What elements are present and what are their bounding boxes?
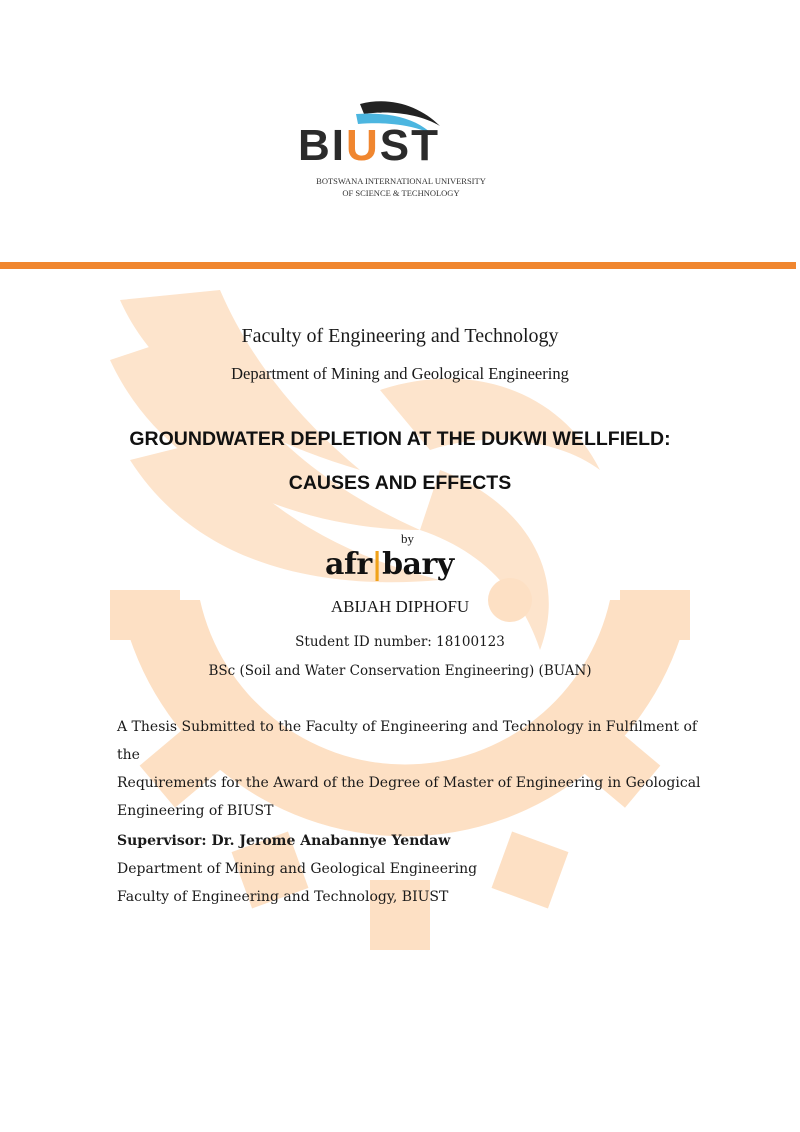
- faculty-heading: Faculty of Engineering and Technology: [241, 325, 559, 347]
- biust-logo: [290, 96, 520, 206]
- thesis-title-line-1: GROUNDWATER DEPLETION AT THE DUKWI WELLFIELD:: [129, 428, 671, 450]
- afribary-wordmark: afr|bary: [325, 547, 454, 582]
- logo-wordmark: BIUST: [298, 121, 441, 170]
- logo-subtitle-1: BOTSWANA INTERNATIONAL UNIVERSITY: [316, 176, 486, 186]
- thesis-statement-line: Engineering of BIUST: [117, 803, 274, 819]
- thesis-statement-line: A Thesis Submitted to the Faculty of Engineering and Technology in Fulfilment of the: [117, 719, 698, 763]
- student-id: Student ID number: 18100123: [295, 634, 505, 650]
- author-name: ABIJAH DIPHOFU: [330, 597, 470, 616]
- supervisor-block: [117, 827, 717, 911]
- thesis-title-line-2: CAUSES AND EFFECTS: [288, 472, 512, 494]
- orange-divider: [0, 262, 796, 269]
- afribary-watermark-logo: [325, 532, 485, 588]
- prior-degree: BSc (Soil and Water Conservation Engineering) (BUAN): [208, 663, 592, 679]
- supervisor-faculty: Faculty of Engineering and Technology, BIUST: [117, 889, 449, 905]
- by-label: by: [401, 531, 414, 546]
- thesis-statement: [117, 713, 717, 825]
- supervisor-name: Supervisor: Dr. Jerome Anabannye Yendaw: [117, 833, 451, 849]
- supervisor-department: Department of Mining and Geological Engineering: [117, 861, 478, 877]
- thesis-statement-line: Requirements for the Award of the Degree of Master of Engineering in Geological: [117, 775, 701, 791]
- logo-subtitle-2: OF SCIENCE & TECHNOLOGY: [342, 188, 460, 198]
- department-heading: Department of Mining and Geological Engineering: [231, 364, 569, 383]
